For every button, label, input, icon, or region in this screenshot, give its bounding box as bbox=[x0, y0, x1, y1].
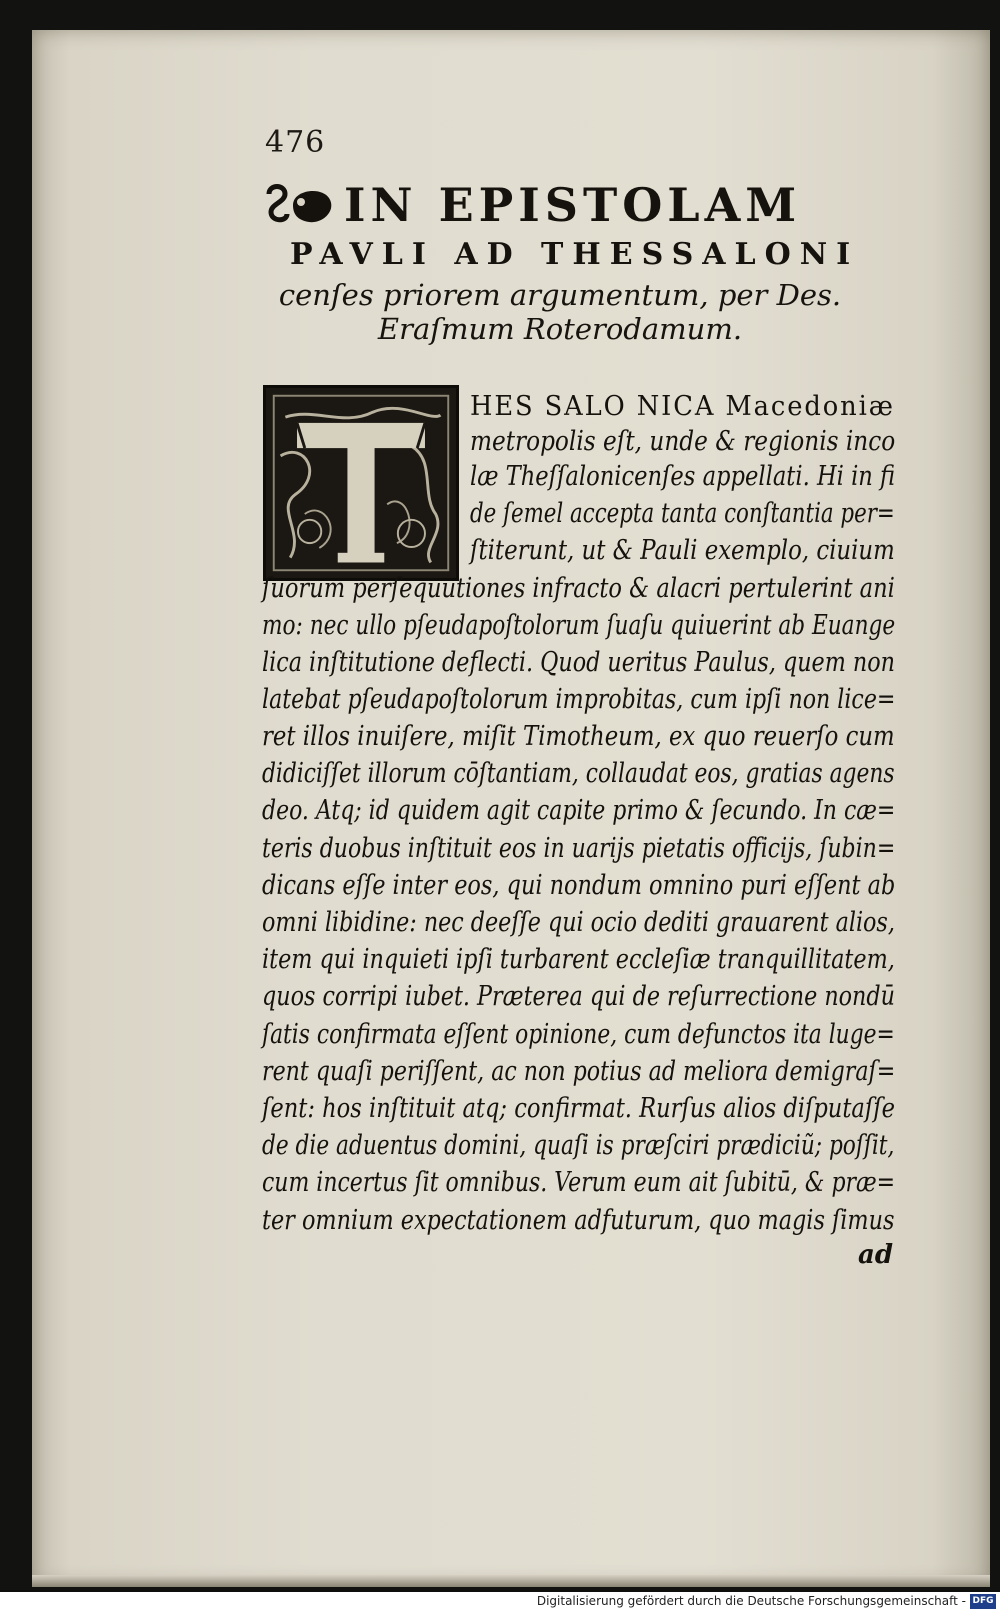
page-edge bbox=[32, 1575, 990, 1587]
text-line: latebat pſeudapoſtolorum improbitas, cum ipſi non lice= bbox=[262, 684, 896, 715]
text-line: HES SALO NICA Macedoniæ bbox=[470, 391, 895, 422]
text-line: mo: nec ullo pſeudapoſtolorum ſuaſu quiuerint ab Euange bbox=[262, 610, 896, 641]
text-line: ret illos inuiſere, miſit Timotheum, ex quo reuerſo cum bbox=[262, 721, 895, 752]
text-line: quos corripi iubet. Præterea qui de reſurrectione nondū bbox=[262, 981, 895, 1012]
text-line: dicans eſſe inter eos, qui nondum omnino puri eſſent ab bbox=[262, 870, 896, 901]
decorated-initial-t-icon bbox=[263, 385, 459, 581]
title-line-3: cenſes priorem argumentum, per Des. bbox=[278, 278, 842, 312]
title-line-2: PAVLI AD THESSALONI bbox=[290, 237, 860, 272]
text-line: ſatis confirmata eſſent opinione, cum defunctos ita luge= bbox=[262, 1019, 895, 1050]
text-line: omni libidine: nec deeſſe qui ocio dediti grauarent alios, bbox=[262, 907, 895, 938]
text-line: item qui inquieti ipſi turbarent eccleſiæ tranquillitatem, bbox=[262, 944, 895, 975]
text-line: læ Theſſalonicenſes appellati. Hi in fi bbox=[470, 461, 896, 492]
page-number: 476 bbox=[265, 125, 326, 160]
text-line: de ſemel accepta tanta conſtantia per= bbox=[470, 498, 895, 529]
text-line: teris duobus inſtituit eos in uarijs pietatis officijs, ſubin= bbox=[262, 833, 896, 864]
text-line: rent quaſi periſſent, ac non potius ad meliora demigraſ= bbox=[262, 1056, 896, 1087]
catchword: ad bbox=[858, 1240, 894, 1270]
text-line: metropolis eſt, unde & regionis inco bbox=[470, 426, 896, 457]
footer-bar bbox=[0, 1592, 1000, 1613]
text-line: ſent: hos inſtituit atq; confirmat. Rurſus alios diſputaſſe bbox=[262, 1093, 895, 1124]
text-line: de die aduentus domini, quaſi is præſciri prædiciũ; poſſit, bbox=[262, 1130, 895, 1161]
text-line: deo. Atq; id quidem agit capite primo & ſecundo. In cæ= bbox=[262, 795, 896, 826]
dfg-logo-icon: DFG bbox=[970, 1594, 996, 1609]
text-line: ter omnium expectationem adfuturum, quo magis ſimus bbox=[262, 1205, 895, 1236]
footer-credit: Digitalisierung gefördert durch die Deutsche Forschungsgemeinschaft - bbox=[536, 1594, 966, 1608]
text-line: cum incertus ſit omnibus. Verum eum ait ſubitū, & præ= bbox=[262, 1167, 896, 1198]
title-line-4: Eraſmum Roterodamum. bbox=[377, 312, 743, 346]
text-line: ſuorum perſequutiones infracto & alacri pertulerint ani bbox=[262, 573, 895, 604]
text-line: ſtiterunt, ut & Pauli exemplo, ciuium bbox=[470, 535, 895, 566]
fleuron-ornament-icon bbox=[263, 180, 339, 230]
text-line: didiciſſet illorum cōſtantiam, collaudat eos, gratias agens bbox=[262, 758, 895, 789]
title-line-1: IN EPISTOLAM bbox=[344, 178, 802, 232]
text-line: lica inſtitutione deflecti. Quod ueritus Paulus, quem non bbox=[262, 647, 895, 678]
